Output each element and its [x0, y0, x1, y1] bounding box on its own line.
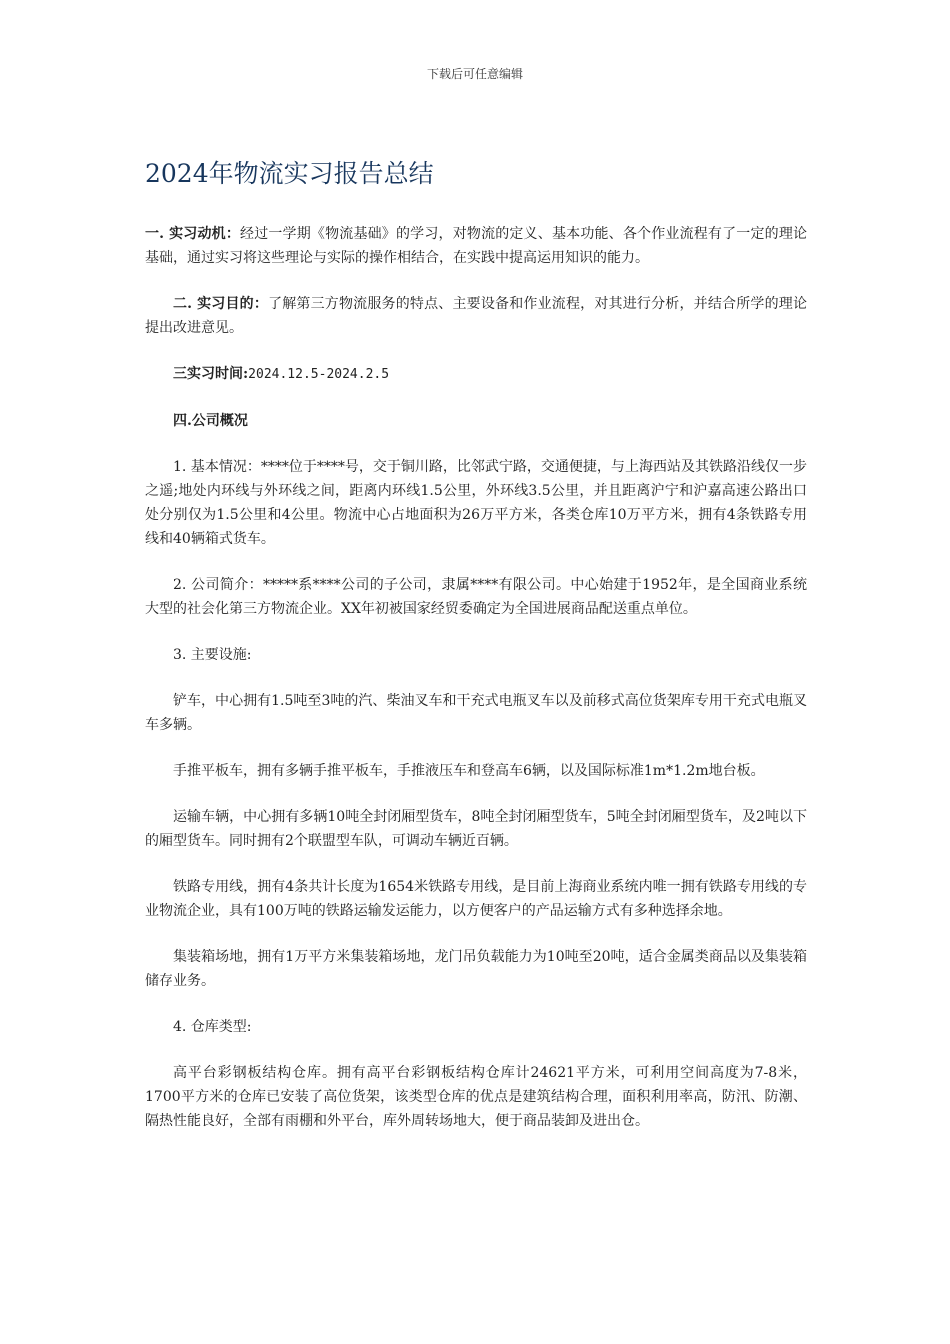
paragraph-container-yard: 集装箱场地，拥有1万平方米集装箱场地，龙门吊负载能力为10吨至20吨，适合金属类商品以及集装箱储存业务。	[145, 949, 807, 989]
paragraph-basic-info: 1. 基本情况：****位于****号，交于铜川路，比邻武宁路，交通便捷，与上海西站及其铁路沿线仅一步之遥;地处内环线与外环线之间，距离内环线1.5公里，外环线3.5公里，并且距离沪宁和沪嘉高速公路出口处分别仅为1.5公里和4公里。物流中心占地面积为26万平方米，各类仓库10万平方米，拥有4条铁路专用线和40辆箱式货车。	[145, 459, 807, 547]
section-company-overview	[145, 409, 807, 433]
document-title: 2024年物流实习报告总结	[145, 159, 434, 188]
section-period-text: 2024.12.5-2024.2.5	[248, 367, 390, 382]
paragraph-transport-vehicles: 运输车辆，中心拥有多辆10吨全封闭厢型货车，8吨全封闭厢型货车，5吨全封闭厢型货车，及2吨以下的厢型货车。同时拥有2个联盟型车队，可调动车辆近百辆。	[145, 809, 807, 849]
paragraph-railway-line: 铁路专用线，拥有4条共计长度为1654米铁路专用线，是目前上海商业系统内唯一拥有铁路专用线的专业物流企业，具有100万吨的铁路运输发运能力，以方便客户的产品运输方式有多种选择余地。	[145, 879, 807, 919]
section-company-overview-label: 四.公司概况	[173, 413, 248, 429]
section-motivation-text: 经过一学期《物流基础》的学习，对物流的定义、基本功能、各个作业流程有了一定的理论基础，通过实习将这些理论与实际的操作相结合，在实践中提高运用知识的能力。	[145, 226, 808, 266]
paragraph-main-facilities: 3. 主要设施:	[173, 647, 252, 663]
section-purpose	[145, 292, 807, 340]
section-motivation-label: 一. 实习动机：	[145, 226, 241, 242]
section-period-label: 三实习时间:	[173, 366, 249, 382]
page-header-note: 下载后可任意编辑	[426, 67, 523, 81]
section-purpose-text: 了解第三方物流服务的特点、主要设备和作业流程，对其进行分析，并结合所学的理论提出改进意见。	[145, 296, 807, 336]
paragraph-company-intro: 2. 公司简介：*****系****公司的子公司，隶属****有限公司。中心始建于1952年，是全国商业系统大型的社会化第三方物流企业。XX年初被国家经贸委确定为全国进展商品配送重点单位。	[145, 577, 807, 617]
paragraph-warehouse-types: 4. 仓库类型:	[173, 1019, 252, 1035]
section-purpose-label: 二. 实习目的：	[173, 296, 269, 312]
paragraph-steel-warehouse: 高平台彩钢板结构仓库。拥有高平台彩钢板结构仓库计24621平方米，可利用空间高度为7-8米， 1700平方米的仓库已安装了高位货架，该类型仓库的优点是建筑结构合理，面积利用率高，防汛、防潮、隔热性能良好，全部有雨棚和外平台，库外周转场地大，便于商品装卸及进出仓。	[145, 1065, 807, 1129]
section-motivation	[145, 222, 807, 270]
paragraph-forklift: 铲车，中心拥有1.5吨至3吨的汽、柴油叉车和干充式电瓶叉车以及前移式高位货架库专用干充式电瓶叉车多辆。	[145, 693, 807, 733]
section-period	[145, 362, 807, 387]
paragraph-handcart: 手推平板车，拥有多辆手推平板车，手推液压车和登高车6辆，以及国际标准1m*1.2m地台板。	[173, 763, 765, 779]
document-body	[145, 222, 807, 1133]
